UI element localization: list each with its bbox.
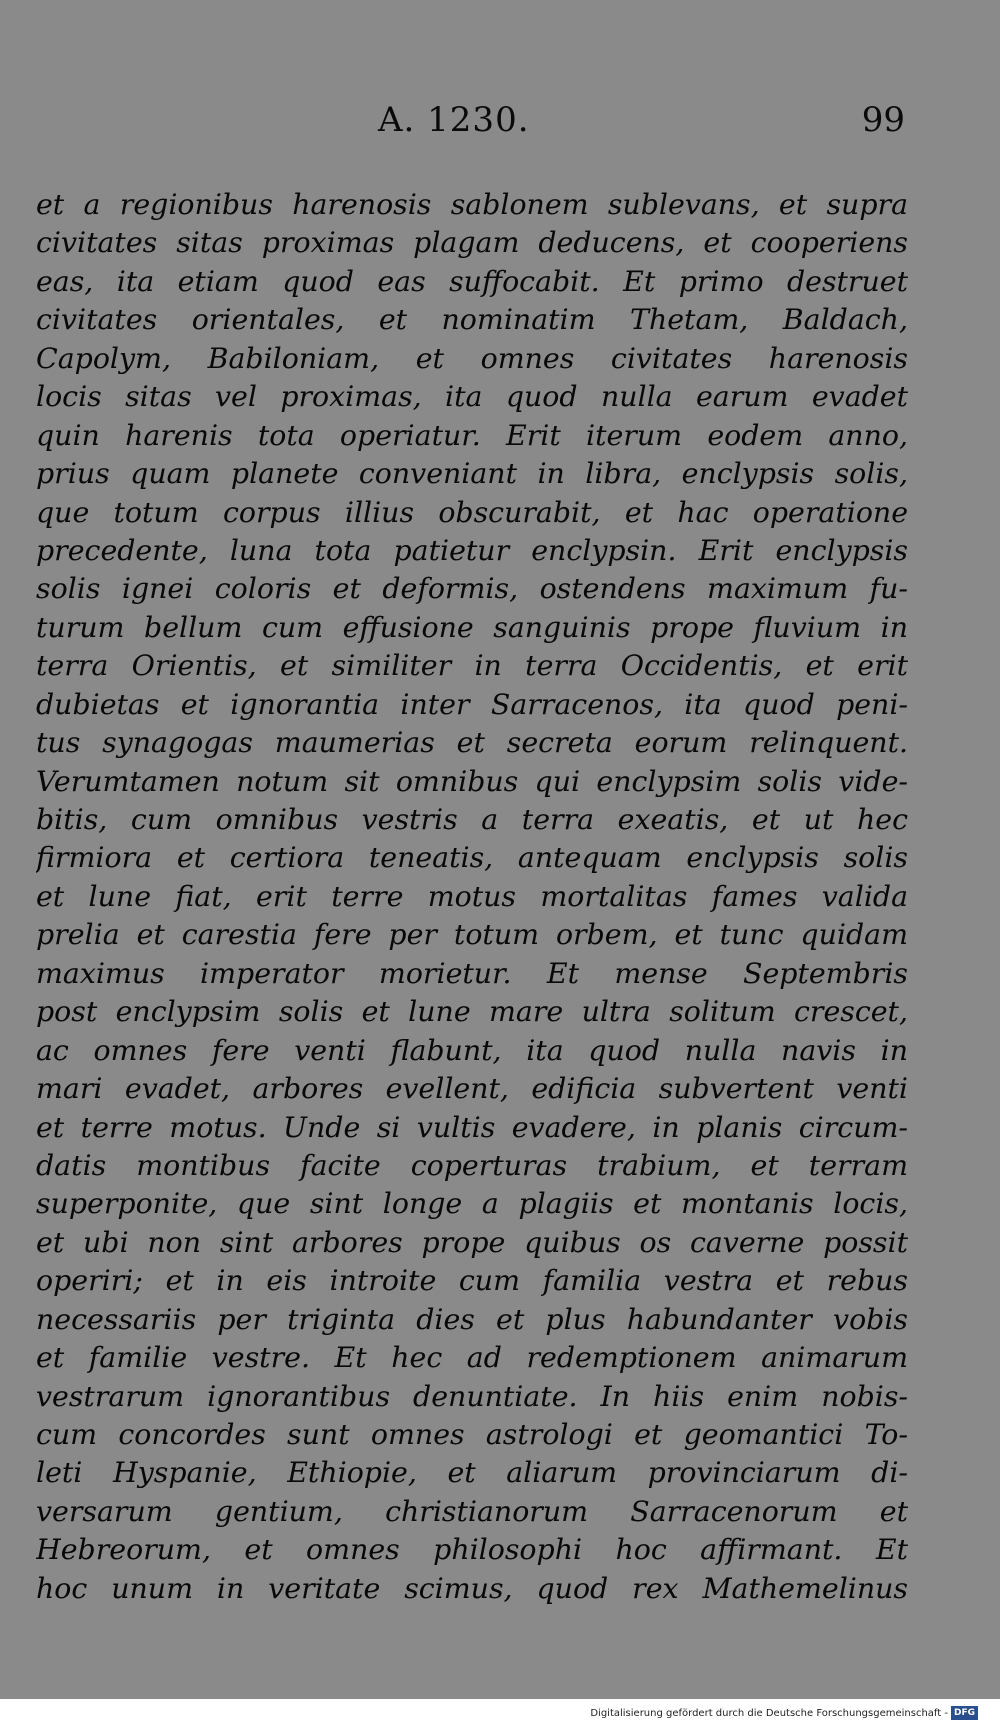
text-line: turum bellum cum effusione sanguinis prope fluvium in (36, 610, 908, 644)
text-line: bitis, cum omnibus vestris a terra exeatis, et ut hec (36, 803, 908, 836)
text-line: cum concordes sunt omnes astrologi et geomantici To- (36, 1418, 908, 1451)
text-line: Hebreorum, et omnes philosophi hoc affirmant. Et (36, 1533, 908, 1567)
text-line: vestrarum ignorantibus denuntiate. In hiis enim nobis- (36, 1379, 908, 1413)
text-line: civitates orientales, et nominatim Thetam, Baldach, (36, 303, 908, 337)
text-line: et lune fiat, erit terre motus mortalitas fames valida (36, 879, 908, 913)
footer (590, 1705, 978, 1721)
text-line: mari evadet, arbores evellent, edificia subvertent venti (36, 1072, 908, 1106)
text-line: ac omnes fere venti flabunt, ita quod nulla navis in (36, 1033, 908, 1067)
text-line: que totum corpus illius obscurabit, et hac operatione (36, 495, 908, 529)
text-line: precedente, luna tota patietur enclypsin. Erit enclypsis (36, 533, 908, 567)
text-line: hoc unum in veritate scimus, quod rex Mathemelinus (36, 1571, 908, 1605)
text-line: et a regionibus harenosis sablonem sublevans, et supra (36, 188, 908, 221)
header-title: A. 1230. (378, 100, 530, 140)
text-line: Capolym, Babiloniam, et omnes civitates harenosis (36, 341, 908, 375)
text-line: terra Orientis, et similiter in terra Occidentis, et erit (36, 649, 908, 683)
text-line: et terre motus. Unde si vultis evadere, in planis circum- (36, 1110, 908, 1144)
running-head (0, 100, 1000, 150)
text-line: dubietas et ignorantia inter Sarracenos, ita quod peni- (36, 687, 908, 721)
text-line: leti Hyspanie, Ethiopie, et aliarum provinciarum di- (36, 1456, 908, 1490)
text-line: Verumtamen notum sit omnibus qui enclypsim solis vide- (36, 764, 908, 798)
text-line: post enclypsim solis et lune mare ultra solitum crescet, (36, 995, 908, 1029)
text-line: et ubi non sint arbores prope quibus os caverne possit (36, 1225, 908, 1259)
text-line: versarum gentium, christianorum Sarracenorum et (36, 1494, 908, 1528)
body-text (36, 186, 908, 1608)
text-line: prelia et carestia fere per totum orbem, et tunc quidam (36, 918, 908, 952)
text-line: civitates sitas proximas plagam deducens, et cooperiens (36, 226, 908, 260)
footer-credit: Digitalisierung gefördert durch die Deutsche Forschungsgemeinschaft - (590, 1707, 948, 1719)
text-line: firmiora et certiora teneatis, antequam enclypsis solis (36, 841, 908, 875)
text-line: eas, ita etiam quod eas suffocabit. Et primo destruet (36, 264, 908, 298)
text-line: superponite, que sint longe a plagiis et montanis locis, (36, 1187, 908, 1221)
text-line: prius quam planete conveniant in libra, enclypsis solis, (36, 457, 908, 491)
text-line: maximus imperator morietur. Et mense Septembris (36, 956, 908, 990)
text-line: et familie vestre. Et hec ad redemptionem animarum (36, 1341, 908, 1375)
text-line: operiri; et in eis introite cum familia vestra et rebus (36, 1264, 908, 1298)
text-line: quin harenis tota operiatur. Erit iterum eodem anno, (36, 418, 908, 452)
text-line: tus synagogas maumerias et secreta eorum relinquent. (36, 726, 908, 760)
page-number: 99 (861, 100, 905, 140)
text-line: datis montibus facite coperturas trabium, et terram (36, 1148, 908, 1182)
dfg-logo: DFG (951, 1706, 978, 1720)
text-line: locis sitas vel proximas, ita quod nulla earum evadet (36, 380, 908, 414)
text-line: necessariis per triginta dies et plus habundanter vobis (36, 1302, 908, 1336)
text-line: solis ignei coloris et deformis, ostendens maximum fu- (36, 572, 908, 606)
